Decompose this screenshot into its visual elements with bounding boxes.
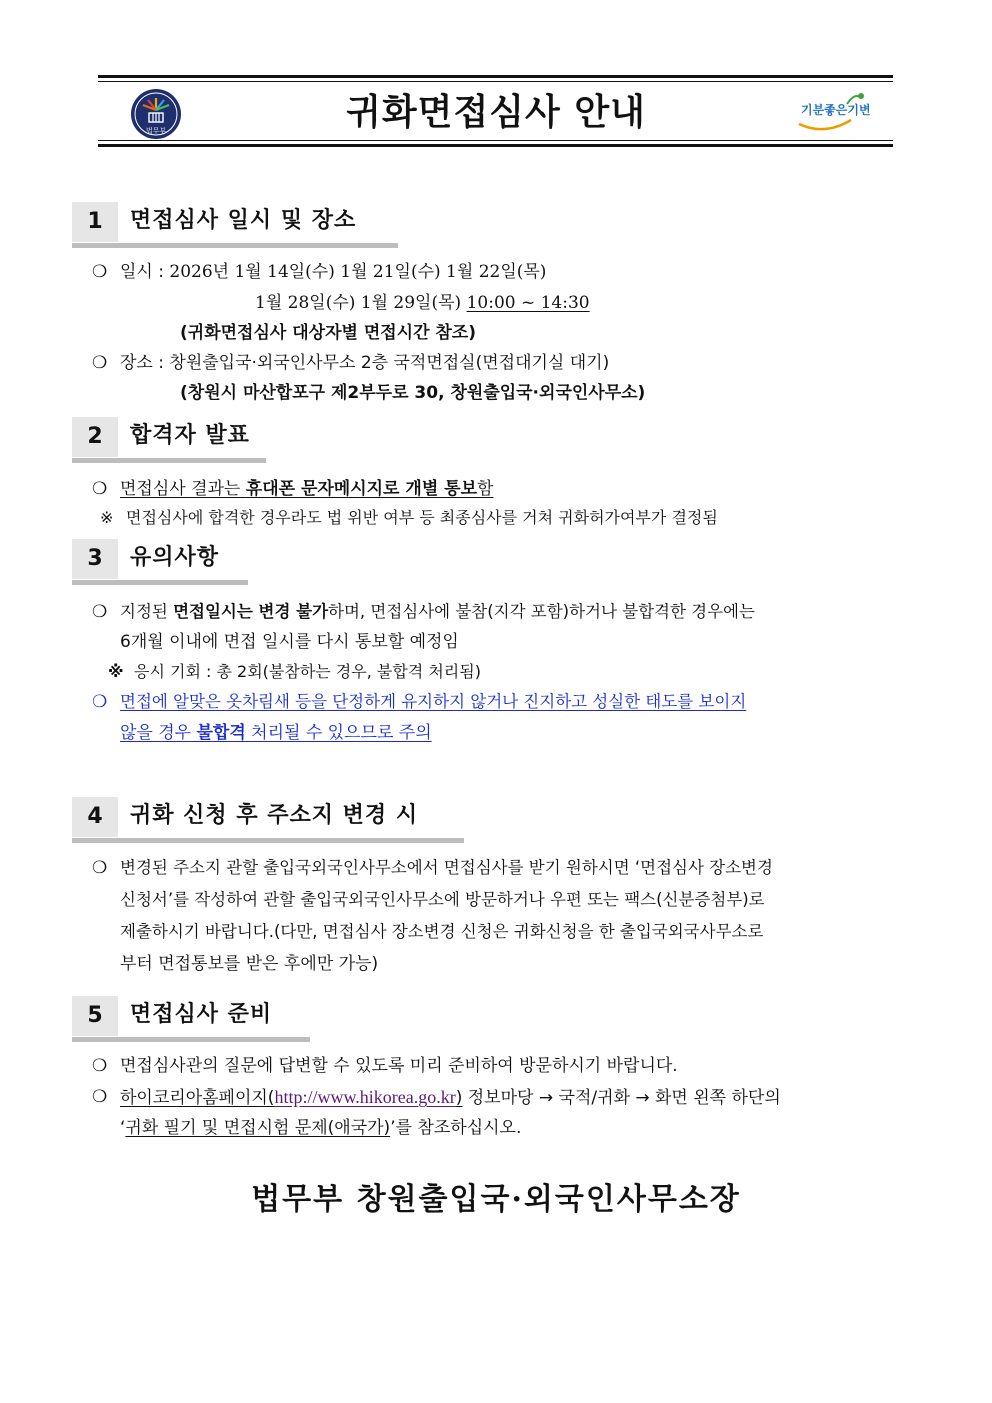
ref-mark: ※	[100, 508, 114, 527]
header-rule-top-thin	[98, 81, 893, 82]
section-number: 5	[87, 1003, 103, 1028]
date-values-2: 1월 28일(수) 1월 29일(목)	[255, 293, 467, 313]
attire-line-1: 면접에 알맞은 옷차림새 등을 단정하게 유지하지 않거나 진지하고 성실한 태도를 보이지	[120, 692, 747, 711]
attire-text-a: 않을 경우	[120, 723, 197, 743]
place-label: 장소 :	[120, 353, 164, 373]
attire-text-bold: 불합격	[196, 723, 246, 743]
circle-bullet: ❍	[92, 479, 108, 499]
quote-close-text: ’를 참조하십시오.	[390, 1118, 522, 1138]
circle-bullet: ❍	[92, 858, 108, 878]
result-note: 면접심사에 합격한 경우라도 법 위반 여부 등 최종심사를 거쳐 귀화허가여부가 결정됨	[126, 508, 718, 527]
document-title: 귀화면접심사 안내	[346, 92, 646, 133]
section-underline	[72, 243, 398, 248]
result-text-bold: 휴대폰 문자메시지로 개별 통보	[245, 479, 478, 499]
section-title: 면접심사 일시 및 장소	[130, 208, 357, 233]
section-title: 면접심사 준비	[130, 1002, 273, 1027]
date-label: 일시 :	[120, 262, 164, 282]
hikorea-close: )	[455, 1088, 463, 1108]
caution-text-a: 지정된	[120, 602, 174, 621]
hikorea-link[interactable]: http://www.hikorea.go.kr	[274, 1087, 456, 1107]
ministry-emblem-icon	[128, 88, 184, 140]
section-number: 2	[87, 424, 103, 449]
section-title: 합격자 발표	[130, 423, 250, 448]
ref-mark: ※	[108, 662, 124, 681]
emblem-label: 법무부	[145, 127, 167, 135]
section-underline	[72, 580, 248, 585]
section-title: 귀화 신청 후 주소지 변경 시	[130, 803, 419, 828]
caution-text-c: 하며, 면접심사에 불참(지각 포함)하거나 불합격한 경우에는	[328, 602, 755, 621]
quote-open: ‘	[120, 1118, 126, 1138]
section-number: 1	[87, 209, 103, 234]
date-note: (귀화면접심사 대상자별 면접시간 참조)	[180, 323, 477, 343]
caution-text-bold: 면접일시는 변경 불가	[173, 602, 329, 621]
circle-bullet: ❍	[92, 602, 108, 622]
section-underline	[72, 1037, 310, 1042]
caution-line-2: 6개월 이내에 면접 일시를 다시 통보할 예정임	[120, 632, 459, 652]
address-change-line-2: 신청서’를 작성하여 관할 출입국외국인사무소에 방문하거나 우편 또는 팩스(신분증첨부)로	[120, 890, 765, 909]
date-line-2	[255, 292, 590, 314]
prep-line-3	[120, 1117, 521, 1139]
prep-line-1: 면접심사관의 질문에 답변할 수 있도록 미리 준비하여 방문하시기 바랍니다.	[120, 1056, 678, 1076]
circle-bullet: ❍	[92, 692, 108, 712]
section-number: 4	[87, 804, 103, 829]
address-change-line-4: 부터 면접통보를 받은 후에만 가능)	[120, 954, 379, 974]
slogan-logo-icon	[795, 84, 875, 138]
header-rule-bottom	[98, 144, 893, 147]
circle-bullet: ❍	[92, 1087, 108, 1107]
circle-bullet: ❍	[92, 262, 108, 282]
slogan-label: 기분좋은기변	[801, 103, 871, 117]
hikorea-path: 정보마당 → 국적/귀화 → 화면 왼쪽 하단의	[462, 1088, 781, 1108]
result-line	[120, 478, 493, 500]
place-line	[120, 352, 609, 374]
interview-time: 10:00 ~ 14:30	[466, 293, 590, 313]
address-line: (창원시 마산합포구 제2부두로 30, 창원출입국·외국인사무소)	[180, 383, 646, 403]
address-change-line-1: 변경된 주소지 관할 출입국외국인사무소에서 면접심사를 받기 원하시면 ‘면접심사 장소변경	[120, 858, 773, 877]
date-values-1: 2026년 1월 14일(수) 1월 21일(수) 1월 22일(목)	[169, 262, 547, 282]
section-title: 유의사항	[130, 545, 220, 570]
caution-line-1	[120, 601, 921, 623]
section-underline	[72, 458, 266, 463]
attempt-note: 응시 기회 : 총 2회(불참하는 경우, 불합격 처리됨)	[134, 662, 481, 681]
circle-bullet: ❍	[92, 1056, 108, 1076]
place-value: 창원출입국·외국인사무소 2층 국적면접실(면접대기실 대기)	[169, 353, 610, 373]
attire-text-c: 처리될 수 있으므로 주의	[245, 723, 432, 743]
section-underline	[72, 838, 464, 843]
section-number: 3	[87, 546, 103, 571]
header-rule-top	[98, 75, 893, 78]
result-text-a: 면접심사 결과는	[120, 479, 246, 499]
header-rule-bottom-thin	[98, 140, 893, 141]
date-line-1	[120, 261, 546, 283]
address-change-line-3: 제출하시기 바랍니다.(다만, 면접심사 장소변경 신청은 귀화신청을 한 출입국외국사무소로	[120, 922, 764, 941]
circle-bullet: ❍	[92, 353, 108, 373]
attire-line-2	[120, 722, 432, 744]
prep-line-2	[120, 1086, 781, 1109]
hikorea-label: 하이코리아홈페이지(	[120, 1088, 275, 1108]
exam-question-title: 귀화 필기 및 면접시험 문제(애국가)	[125, 1118, 391, 1138]
result-text-c: 함	[477, 479, 494, 499]
issuer-signature: 법무부 창원출입국·외국인사무소장	[251, 1182, 741, 1217]
